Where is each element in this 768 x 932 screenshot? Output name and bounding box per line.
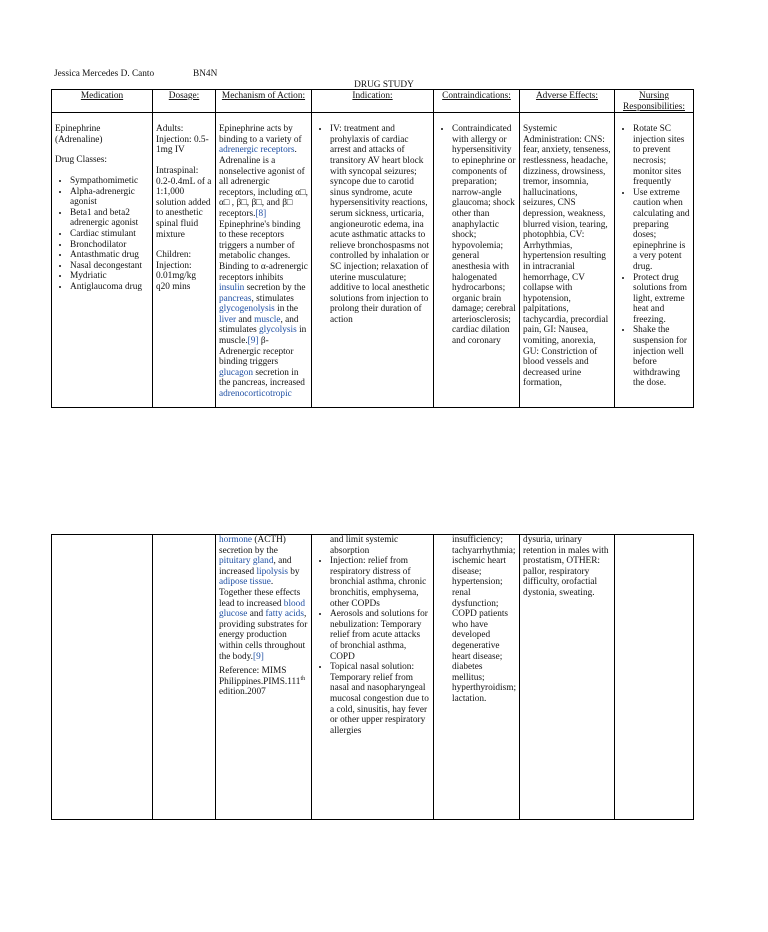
col-indication: Indication: bbox=[312, 90, 434, 113]
header-row bbox=[52, 90, 694, 113]
list-item: • Antasthmatic drug bbox=[70, 250, 149, 261]
adverse-effects-cell bbox=[520, 113, 615, 408]
contraindication-continued: insufficiency; tachyarrhythmia; ischemic heart disease; hypertension; renal dysfunction; COPD patients who have developed degenerative heart disease; diabetes mellitus; hyperthyroidism; lactation. bbox=[452, 535, 517, 704]
nursing-cell bbox=[615, 113, 694, 408]
mechanism-text: , providing substrates for energy production within cells throughout the body. bbox=[219, 609, 308, 662]
dosage-cell bbox=[153, 535, 216, 820]
col-mechanism: Mechanism of Action: bbox=[216, 90, 312, 113]
drug-name: Epinephrine (Adrenaline) bbox=[55, 124, 103, 145]
dosage-children-injection: Injection: 0.01mg/kg q20 mins bbox=[156, 260, 197, 292]
list-item: • Shake the suspension for injection well before withdrawing the dose. bbox=[633, 325, 690, 389]
contraindication-cell bbox=[434, 535, 520, 820]
medication-cell bbox=[52, 113, 153, 408]
table-row bbox=[52, 113, 694, 408]
mechanism-text: . Together these effects lead to increased bbox=[219, 577, 301, 609]
mechanism-text: by bbox=[287, 566, 300, 577]
mechanism-text: Epinephrine's binding to these receptors triggers a number of metabolic changes. Binding to α-adrenergic receptors inhibits bbox=[219, 219, 308, 283]
link-hormone[interactable]: hormone bbox=[219, 535, 253, 545]
contraindication-cell bbox=[434, 113, 520, 408]
list-item: • Contraindicated with allergy or hypersensitivity to epinephrine or components of preparation; narrow-angle glaucoma; shock other than anaphylactic shock; hypovolemia; general anesthesia with halogenated hydrocarbons; organic brain damage; cerebral arteriosclerosis; cardiac dilation and coronary bbox=[452, 124, 516, 346]
mechanism-text: β-Adrenergic receptor binding triggers bbox=[219, 336, 294, 368]
col-adverse-effects: Adverse Effects: bbox=[520, 90, 615, 113]
list-item: • Aerosols and solutions for nebulization: Temporary relief from acute attacks of bronchial asthma, COPD bbox=[330, 609, 430, 662]
mechanism-text: Epinephrine acts by binding to a variety of bbox=[219, 124, 302, 145]
link-muscle[interactable]: muscle bbox=[254, 314, 281, 325]
ref-link-9[interactable]: [9] bbox=[247, 336, 259, 347]
link-pituitary-gland[interactable]: pituitary gland bbox=[219, 556, 274, 567]
col-nursing: Nursing Responsibilities: bbox=[615, 90, 694, 113]
dosage-adults-injection: Injection: 0.5-1mg IV bbox=[156, 134, 209, 156]
link-pancreas[interactable]: pancreas bbox=[219, 293, 252, 304]
link-adrenergic-receptors[interactable]: adrenergic receptors bbox=[219, 145, 295, 156]
drug-classes-label: Drug Classes: bbox=[55, 155, 107, 166]
list-item: • Rotate SC injection sites to prevent necrosis; monitor sites frequently bbox=[633, 124, 690, 188]
nursing-cell bbox=[615, 535, 694, 820]
adverse-effects-continued: dysuria, urinary retention in males with prostatism, OTHER: pallor, respiratory difficulty, orofactial dystonia, sweating. bbox=[523, 535, 609, 598]
link-insulin[interactable]: insulin bbox=[219, 283, 245, 294]
list-item: • Alpha-adrenergic agonist bbox=[70, 187, 149, 208]
link-glycogenolysis[interactable]: glycogenolysis bbox=[219, 304, 275, 315]
table-row bbox=[52, 535, 694, 820]
adverse-effects-cell bbox=[520, 535, 615, 820]
link-glycolysis[interactable]: glycolysis bbox=[259, 325, 297, 336]
list-item: • Antiglaucoma drug bbox=[70, 282, 149, 293]
link-adipose-tissue[interactable]: adipose tissue bbox=[219, 577, 271, 588]
mechanism-text: secretion in the pancreas, increased bbox=[219, 367, 305, 389]
link-liver[interactable]: liver bbox=[219, 314, 237, 325]
ref-link-9[interactable]: [9] bbox=[253, 651, 264, 662]
mechanism-text: (ACTH) secretion by the bbox=[219, 535, 286, 556]
indication-cell bbox=[312, 535, 434, 820]
adverse-effects-text: Systemic Administration: CNS: fear, anxiety, tenseness, restlessness, headache, dizziness, drowsiness, tremor, insomnia, hallucinations, seizures, CNS depression, weakness, blurred vision, tearing, photophbia, CV: Arrhythmias, hypertension resulting in intracranial hemorrhage, CV collapse with hypotension, palpitations, tachycardia, precordial pain, GI: Nausea, vomiting, anorexia, GU: Constriction of blood vessels and decreased urine formation, bbox=[523, 124, 611, 389]
col-contraindications: Contraindications: bbox=[434, 90, 520, 113]
list-item: • Topical nasal solution: Temporary relief from nasal and nasopharyngeal mucosal congestion due to a cold, sinusitis, hay fever or other upper respiratory allergies bbox=[330, 662, 430, 736]
list-item: • Protect drug solutions from light, extreme heat and freezing. bbox=[633, 273, 690, 326]
mechanism-text: , and increased bbox=[219, 556, 292, 577]
reference-tail: edition.2007 bbox=[219, 687, 266, 698]
document-title: DRUG STUDY bbox=[354, 80, 414, 90]
mechanism-text: , and stimulates bbox=[219, 314, 299, 336]
list-item: • Use extreme caution when calculating and preparing doses; epinephrine is a very potent drug. bbox=[633, 188, 690, 273]
list-item: • Injection: relief from respiratory distress of bronchial asthma, chronic bronchitis, emphysema, other COPDs bbox=[330, 556, 430, 609]
dosage-intraspinal: Intraspinal: 0.2-0.4mL of a 1:1,000 solution added to anesthetic spinal fluid mixture bbox=[156, 165, 212, 240]
list-item: • Sympathomimetic bbox=[70, 176, 149, 187]
reference-sup: th bbox=[300, 675, 306, 682]
author-name: Jessica Mercedes D. Canto bbox=[54, 69, 155, 79]
link-adrenocorticotropic[interactable]: adrenocorticotropic bbox=[219, 389, 292, 400]
mechanism-text: and bbox=[236, 314, 255, 325]
drug-study-table bbox=[51, 89, 694, 408]
col-dosage: Dosage: bbox=[153, 90, 216, 113]
link-fatty-acids[interactable]: fatty acids bbox=[265, 609, 304, 620]
col-medication: Medication bbox=[52, 90, 153, 113]
dosage-children-label: Children: bbox=[156, 250, 192, 261]
list-item: • IV: treatment and prohylaxis of cardiac arrest and attacks of transitory AV heart block with syncopal seizures; syncope due to carotid sinus syndrome, acute hypersensitivity reactions, serum sickness, urticaria, angioneurotic edema, ina acute asthmatic attacks to relieve bronchospasms not controlled by inhalation or SC injection; relaxation of uterine musculature; additive to local anesthetic solutions from injection to prolong their duration of action bbox=[330, 124, 430, 325]
link-blood-glucose[interactable]: blood glucose bbox=[219, 598, 305, 620]
mechanism-text: in muscle. bbox=[219, 325, 307, 347]
mechanism-cell bbox=[216, 535, 312, 820]
indication-cell bbox=[312, 113, 434, 408]
list-item: • Cardiac stimulant bbox=[70, 229, 149, 240]
dosage-adults-label: Adults: bbox=[156, 124, 184, 135]
ref-link-8[interactable]: [8] bbox=[255, 208, 267, 219]
mechanism-cell bbox=[216, 113, 312, 408]
dosage-cell bbox=[153, 113, 216, 408]
link-glucagon[interactable]: glucagon bbox=[219, 367, 254, 378]
list-item: • Bronchodilator bbox=[70, 240, 149, 251]
nursing-list bbox=[618, 124, 690, 389]
medication-cell bbox=[52, 535, 153, 820]
mechanism-text: and bbox=[247, 609, 266, 620]
mechanism-text: . Adrenaline is a nonselective agonist of all adrenergic receptors, including α□, α□ , β□, β□, and β□ receptors. bbox=[219, 145, 308, 219]
drug-study-table-continued bbox=[51, 534, 694, 820]
reference-text bbox=[219, 666, 308, 698]
drug-classes-list bbox=[55, 176, 149, 293]
link-lipolysis[interactable]: lipolysis bbox=[256, 566, 288, 577]
mechanism-text: secretion by the bbox=[244, 283, 306, 294]
section-code: BN4N bbox=[193, 69, 218, 79]
reference-main: Reference: MIMS Philippines.PIMS.111 bbox=[219, 666, 301, 687]
mechanism-text: in the bbox=[274, 304, 299, 315]
list-item: • Beta1 and beta2 adrenergic agonist bbox=[70, 208, 149, 229]
list-item: • Mydriatic bbox=[70, 271, 149, 282]
list-item: • Nasal decongestant bbox=[70, 261, 149, 272]
indication-continued: and limit systemic absorption bbox=[330, 535, 399, 556]
mechanism-text: , stimulates bbox=[251, 293, 294, 304]
